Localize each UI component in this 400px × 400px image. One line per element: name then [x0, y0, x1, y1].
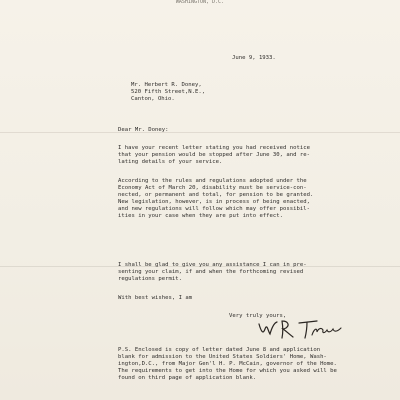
body-line: and new regulations will follow which may offer possibil- [118, 206, 310, 212]
body-line: New legislation, however, is in process of being enacted, [118, 199, 310, 205]
body-line: I have your recent letter stating you had received notice [118, 145, 310, 151]
postscript-line: The requirements to get into the Home for which you asked will be [118, 368, 337, 374]
body-line: nected, or permanent and total, for pension to be granted. [118, 192, 314, 198]
body-line: I shall be glad to give you any assistance I can in pre- [118, 262, 307, 268]
recipient-street: 520 Fifth Street,N.E., [131, 89, 206, 95]
recipient-name: Mr. Herbert R. Doney, [131, 82, 202, 88]
postscript-line: found on third page of application blank. [118, 375, 257, 381]
postscript-line: blank for admission to the United States Soldiers' Home, Wash- [118, 354, 327, 360]
body-line: that your pension would be stopped after June 30, and re- [118, 152, 310, 158]
paper-fold-line [0, 132, 400, 133]
recipient-city: Canton, Ohio. [131, 96, 175, 102]
closing: Very truly yours, [229, 313, 287, 319]
body-line: ities in your case when they are put into effect. [118, 213, 284, 219]
letter-date: June 9, 1933. [232, 55, 276, 61]
body-line: According to the rules and regulations adopted under the [118, 178, 307, 184]
handwritten-signature [255, 317, 345, 341]
body-line: With best wishes, I am [118, 295, 193, 301]
body-line: senting your claim, if and when the forthcoming revised [118, 269, 304, 275]
letterhead-fragment: WASHINGTON, D.C. [175, 0, 225, 4]
body-line: regulations permit. [118, 276, 182, 282]
salutation: Dear Mr. Doney: [118, 127, 169, 133]
postscript-line: ington,D.C., from Major Gen'l H. P. McCain, governor of the Home. [118, 361, 337, 367]
postscript-line: P.S. Enclosed is copy of letter dated June 8 and application [118, 347, 321, 353]
body-line: lating details of your service. [118, 159, 223, 165]
body-line: Economy Act of March 20, disability must be service-con- [118, 185, 307, 191]
